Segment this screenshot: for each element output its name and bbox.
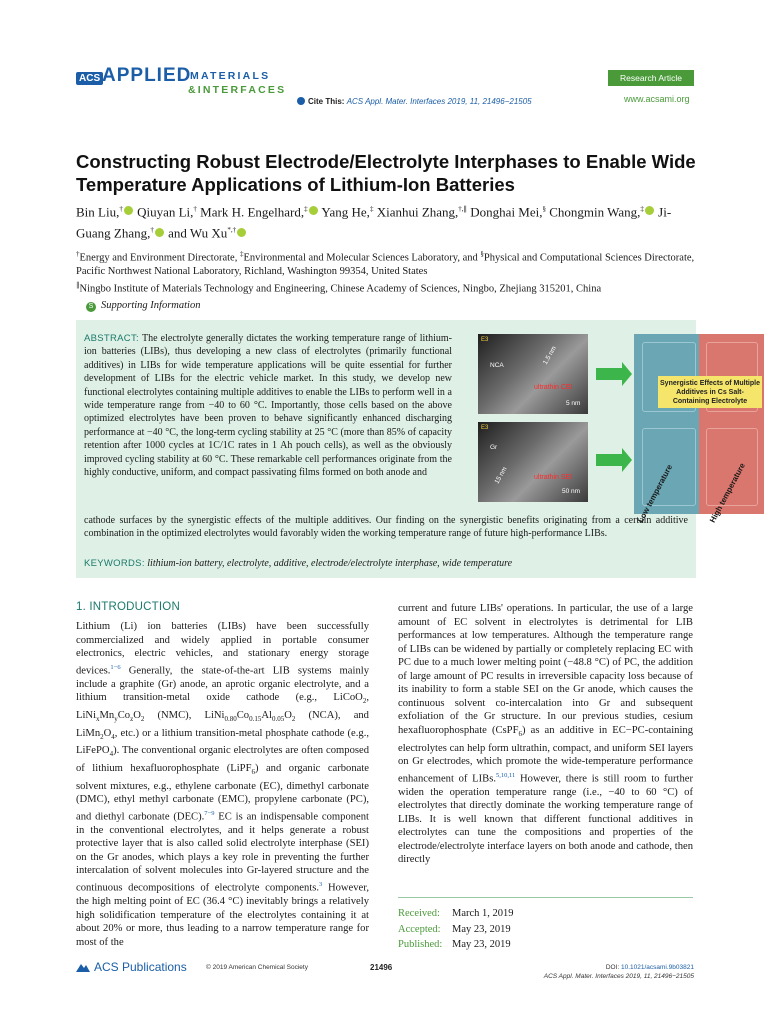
page-footer	[0, 960, 768, 1000]
cite-this[interactable]	[297, 97, 532, 106]
author[interactable]: Donghai Mei,	[470, 204, 543, 220]
abstract-box	[76, 320, 760, 578]
author[interactable]: Bin Liu,	[76, 204, 120, 220]
author[interactable]: Chongmin Wang,	[549, 204, 641, 220]
abstract-text-continued: cathode surfaces by the synergistic effects of the multiple additives. Our finding on the synergistic benefits originating from a certain additive combination in the optimized electrolytes would favorably widen the working temperature range of future high-performance LIBs.	[84, 515, 688, 540]
received-label: Received:	[398, 908, 440, 919]
affiliations: †Energy and Environment Directorate, ‡Environmental and Molecular Sciences Laboratory, and §Physical and Computational Sciences Directorate, Pacific Northwest National Laboratory, Richland, Washington 99354, United States ∥Ningbo Institute of Materials Technology and Engineering, Chinese Academy of Sciences, Ningbo, Zhejiang 315201, China	[76, 250, 695, 294]
cite-label: Cite This:	[308, 97, 345, 106]
article-dates	[398, 897, 693, 953]
abstract-text	[84, 332, 452, 479]
toc-graphic	[474, 334, 766, 525]
accepted-date: May 23, 2019	[452, 923, 511, 935]
tem-tag: E3	[481, 337, 489, 343]
page-number: 21496	[370, 963, 393, 972]
accepted-label: Accepted:	[398, 923, 441, 935]
synergy-callout: Synergistic Effects of Multiple Additives in Cs Salt-Containing Electrolyte	[658, 376, 762, 408]
orcid-icon[interactable]	[124, 206, 133, 215]
supporting-info-icon: S	[86, 302, 96, 312]
doi-label: DOI:	[605, 964, 621, 971]
published-date: May 23, 2019	[452, 939, 511, 950]
affiliation: Environmental and Molecular Sciences Laboratory, and	[243, 252, 481, 264]
publisher-name: ACS Publications	[94, 960, 187, 974]
tem-thickness: 15 nm	[493, 465, 509, 486]
body-column-left: Lithium (Li) ion batteries (LIBs) have been successfully commercialized and widely applied in portable consumer electronics, electric vehicles, and stationary energy storage devices.$^{1-6}$ Generally, the state-of-the-art LIB systems mainly include a graphite (Gr) anode, an aprotic organic electrolyte, and a lithium transition-metal oxide cathode (e.g., LiCoO$_2$, $LiNi_xMn_yCo_zO_2$ (NMC), $LiNi_{0.80}Co_{0.15}Al_{0.05}O_2$ (NCA), and $LiMn_2O_4$, etc.) or a lithium transition-metal phosphate cathode (e.g., LiFePO$_4$). The conventional organic electrolytes are often composed of lithium hexafluorophosphate (LiPF$_6$) and organic carbonate solvent mixtures, e.g., ethylene carbonate (EC), dimethyl carbonate (DMC), ethyl methyl carbonate (EMC), propylene carbonate (PC), and diethyl carbonate (DEC).$^{7-9}$ EC is an indispensable component in the conventional electrolytes, and it helps generate a robust protective layer that is also called solid electrolyte interphase (SEI) on the Gr anodes, which plays a key role in preventing the further intercalation of solvent molecules into Gr-layered structure and the continuous decompositions of electrolyte components.$^3$ However, the high melting point of EC (36.4 °C) inevitably brings a relatively high solidification temperature of the electrolytes containing it at about 20% or more, thus leading to a narrow temperature range for most of the	[76, 621, 369, 948]
orcid-icon[interactable]	[237, 228, 246, 237]
high-temperature-label: High temperature	[708, 461, 748, 525]
author[interactable]: Qiuyan Li,	[137, 204, 194, 220]
tem-image-anode	[478, 422, 588, 502]
tem-tag: E3	[481, 425, 489, 431]
acs-publications-icon	[76, 962, 90, 972]
tem-image-cathode	[478, 334, 588, 414]
orcid-icon[interactable]	[309, 206, 318, 215]
body-column-right: current and future LIBs' operations. In particular, the use of a large amount of EC solvent in electrolytes is detrimental for LIB performances at low temperatures. Although the temperature range of LIBs can be widened by partially or completely replacing EC with PC due to a much lower melting point (−48.8 °C) of PC, the addition of large amount of PC results in irreversible capacity loss because of its inability to form a stable SEI on the Gr anode, which causes the continuous solvent co-intercalation into Gr and subsequent exfoliation of the Gr structure. In our previous studies, cesium hexafluorophosphate (CsPF$_6$) as an additive in EC−PC-containing electrolytes can help form ultrathin, compact, and uniform SEI layers on Gr electrodes, which promote the wide-temperature performance enhancement of LIBs.$^{5,10,11}$ However, there is still room to further widen the operation temperature range (i.e., −40 to 60 °C) of electrolytes that directly dominate the working temperature range of LIBs. It is well known that different functional additives in electrolytes can tune the compositions and properties of the electrode/electrolyte interface layers on both anode and cathode, then directly	[398, 603, 694, 866]
affiliation: Ningbo Institute of Materials Technology and Engineering, Chinese Academy of Sciences, Ningbo, Zhejiang 315201, China	[79, 283, 602, 294]
abstract-body: The electrolyte generally dictates the working temperature range of lithium-ion batteries (LIBs), thus developing a new class of electrolytes (primarily functional additives) in LIBs for wide temperature applications will be quite essential for further development of LIBs for the electric vehicle market. In this study, we develop new functional electrolytes containing multiple additives to enable the LIBs to perform well in a wide temperature range from −40 to 60 °C. Importantly, those cells based on the above optimized electrolytes have been proven to behave significantly enhanced discharging performance at −40 °C, the long-term cycling stability at 25 °C (more than 85% of capacity retention after 1000 cycles at 1C/1C rates in 1 Ah pouch cells), as well as the obviously improved cycling stability at 60 °C. These remarkable cell performances originate from the highly conductive, uniform, and compact passivating films formed on both anode and	[84, 333, 453, 479]
supporting-info-label: Supporting Information	[101, 300, 201, 311]
publisher-logo[interactable]	[76, 960, 187, 974]
journal-website-link[interactable]: www.acsami.org	[624, 94, 690, 104]
cite-reference[interactable]: ACS Appl. Mater. Interfaces 2019, 11, 21496−21505	[346, 97, 532, 106]
pouch-cell-icon	[706, 428, 758, 506]
affiliation: Energy and Environment Directorate,	[79, 252, 240, 264]
section-heading: 1. INTRODUCTION	[76, 601, 180, 613]
tem-label-nca: NCA	[490, 362, 504, 369]
logo-materials: MATERIALS	[190, 70, 271, 82]
low-temperature-label: Low temperature	[636, 463, 675, 525]
author-list: Bin Liu,† Qiuyan Li,† Mark H. Engelhard,‡ Yang He,‡ Xianhui Zhang,†,∥ Donghai Mei,§ Chongmin Wang,‡ Ji-Guang Zhang,† and Wu Xu*,†	[76, 204, 672, 241]
author[interactable]: Xianhui Zhang,	[376, 204, 459, 220]
keywords-list: lithium-ion battery, electrolyte, additive, electrode/electrolyte interphase, wide temperature	[147, 558, 513, 569]
author[interactable]: Mark H. Engelhard,	[200, 204, 305, 220]
published-label: Published:	[398, 939, 443, 950]
doi-link[interactable]: 10.1021/acsami.9b03821	[620, 964, 694, 971]
received-date: March 1, 2019	[452, 908, 514, 919]
copyright: © 2019 American Chemical Society	[206, 964, 308, 971]
cite-icon	[297, 97, 305, 105]
tem-sei-label: ultrathin SEI	[534, 474, 573, 481]
article-type-badge: Research Article	[608, 70, 694, 86]
tem-scale: 50 nm	[562, 488, 581, 495]
tem-label-gr: Gr	[490, 444, 498, 451]
supporting-information-link[interactable]	[86, 300, 200, 312]
author[interactable]: Yang He,	[321, 204, 370, 220]
journal-reference: ACS Appl. Mater. Interfaces 2019, 11, 21496−21505	[543, 973, 694, 980]
tem-cei-label: ultrathin CEI	[534, 384, 573, 391]
orcid-icon[interactable]	[645, 206, 654, 215]
abstract-label: ABSTRACT:	[84, 333, 139, 344]
arrow-icon	[596, 454, 622, 466]
arrow-icon	[596, 368, 622, 380]
article-title: Constructing Robust Electrode/Electrolyte Interphases to Enable Wide Temperature Applications of Lithium-Ion Batteries	[76, 151, 696, 195]
keywords-label: KEYWORDS:	[84, 558, 145, 569]
logo-interfaces: &INTERFACES	[188, 84, 287, 96]
orcid-icon[interactable]	[155, 228, 164, 237]
tem-scale: 5 nm	[566, 400, 581, 407]
journal-logo[interactable]	[76, 65, 288, 104]
logo-acs: ACS	[76, 72, 103, 85]
author[interactable]: Ji-Guang Zhang,	[76, 204, 672, 241]
tem-thickness: 1.5 nm	[541, 345, 558, 366]
keywords	[84, 558, 512, 569]
doi-block	[544, 963, 694, 981]
affiliation: Physical and Computational Sciences Directorate, Pacific Northwest National Laboratory, Richland, Washington 99354, United States	[76, 252, 695, 277]
logo-applied: APPLIED	[102, 65, 192, 86]
author[interactable]: and Wu Xu	[168, 225, 228, 241]
